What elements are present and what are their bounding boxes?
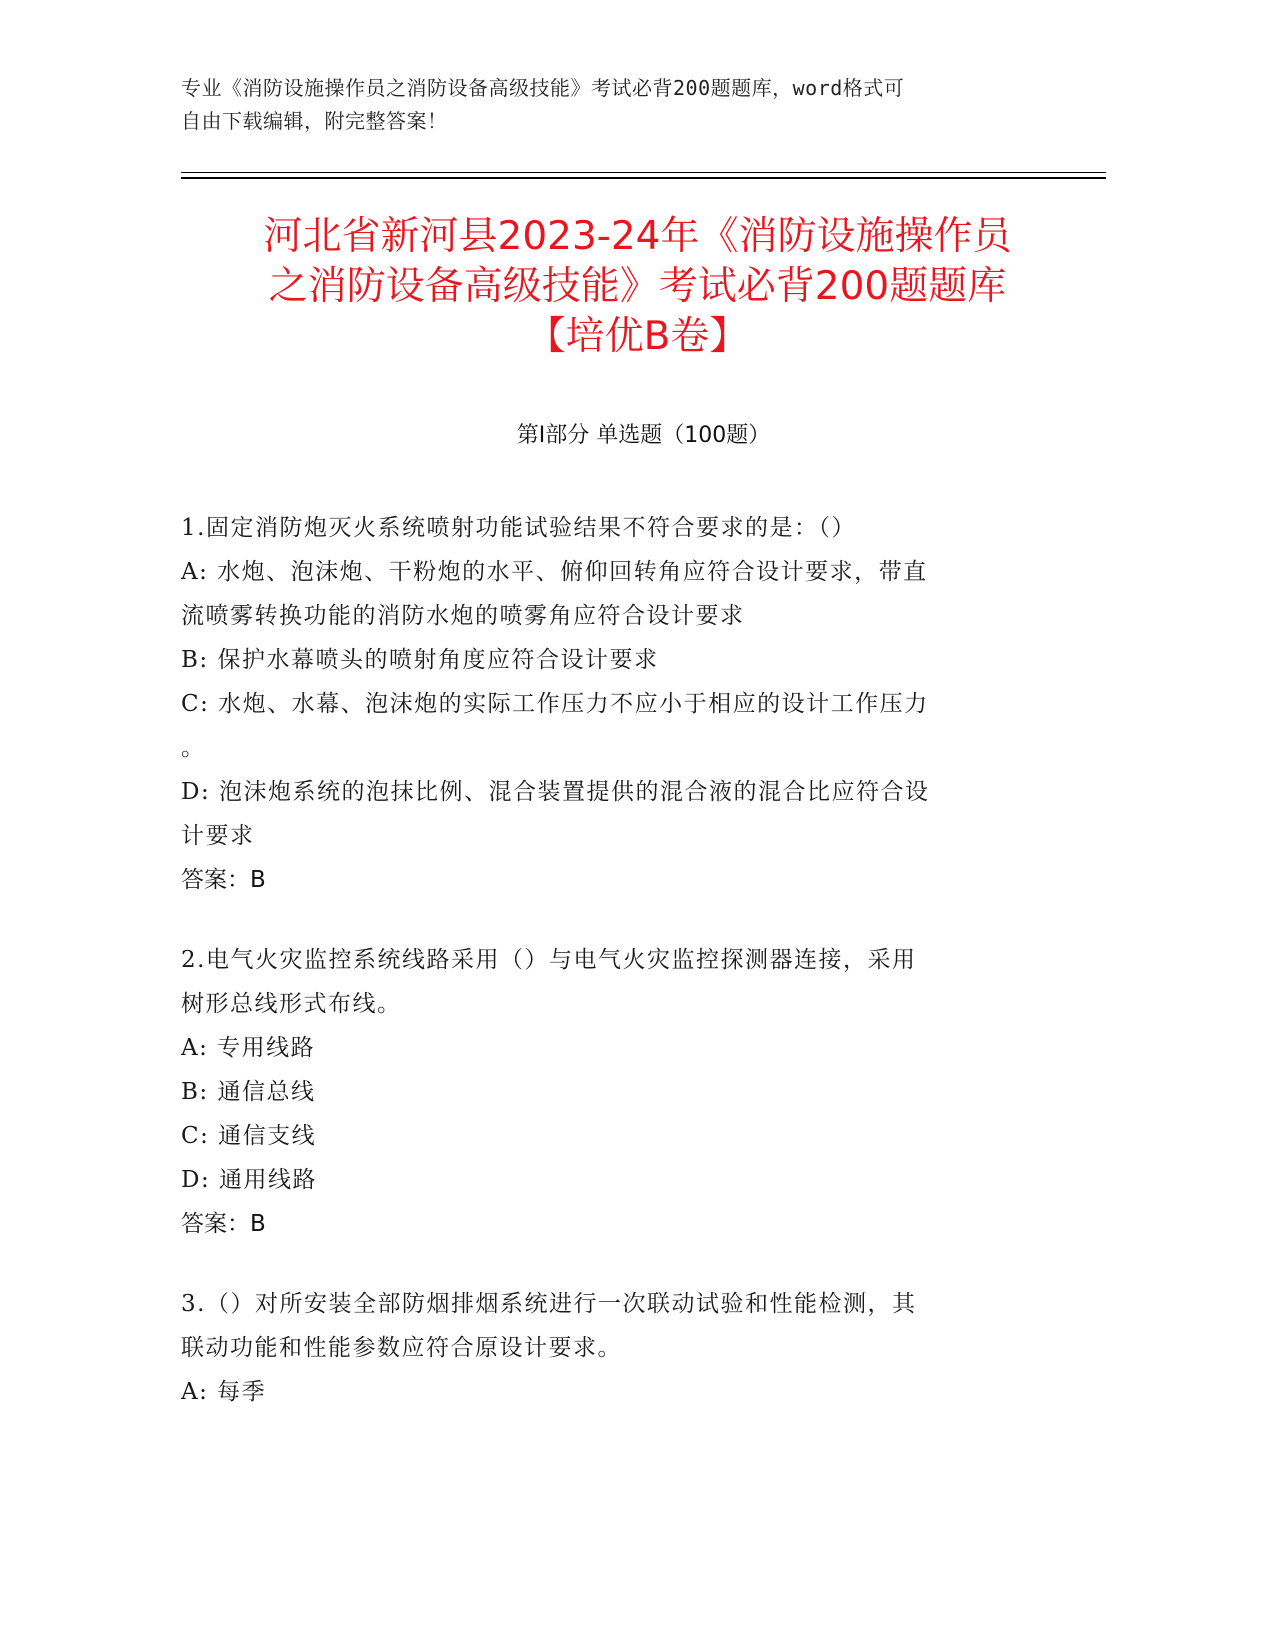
answer-label: 答案：B [181,867,266,893]
question-item [181,506,1031,902]
option-a: A: 专用线路 [181,1035,316,1061]
section-heading: 第Ⅰ部分 单选题（100题） [516,423,771,448]
option-d: 计要求 [181,823,255,849]
answer-label: 答案：B [181,1211,266,1237]
title-line: 之消防设备高级技能》考试必背200题题库 [268,264,1007,309]
question-item [181,1282,1031,1414]
intro-line: 专业《消防设施操作员之消防设备高级技能》考试必背200题题库，word格式可 [181,76,905,100]
option-c: C: 通信支线 [181,1123,317,1149]
header-divider-thick [181,177,1106,179]
option-b: B: 保护水幕喷头的喷射角度应符合设计要求 [181,647,659,673]
option-c: 。 [181,735,206,761]
option-b: B: 通信总线 [181,1079,316,1105]
intro-text [181,72,1031,138]
question-stem: 3.（）对所安装全部防烟排烟系统进行一次联动试验和性能检测，其 [181,1291,917,1317]
option-d: D: 通用线路 [181,1167,318,1193]
title-line: 河北省新河县2023-24年《消防设施操作员 [263,214,1012,259]
question-stem: 树形总线形式布线。 [181,991,402,1017]
option-a: A: 水炮、泡沫炮、干粉炮的水平、俯仰回转角应符合设计要求，带直 [181,559,928,585]
question-item [181,938,1031,1246]
question-stem: 2.电气火灾监控系统线路采用（）与电气火灾监控探测器连接，采用 [181,947,917,973]
option-a: A: 每季 [181,1379,267,1405]
option-d: D: 泡沫炮系统的泡抹比例、混合装置提供的混合液的混合比应符合设 [181,779,930,805]
header-divider-thin [181,172,1106,173]
option-a: 流喷雾转换功能的消防水炮的喷雾角应符合设计要求 [181,603,745,629]
title-line: 【培优B卷】 [526,314,749,359]
document-title [150,212,1125,362]
intro-line: 自由下载编辑，附完整答案！ [181,109,448,133]
question-stem: 1.固定消防炮灭火系统喷射功能试验结果不符合要求的是：（） [181,515,856,541]
question-stem: 联动功能和性能参数应符合原设计要求。 [181,1335,622,1361]
question-list [181,506,1031,1450]
option-c: C: 水炮、水幕、泡沫炮的实际工作压力不应小于相应的设计工作压力 [181,691,929,717]
